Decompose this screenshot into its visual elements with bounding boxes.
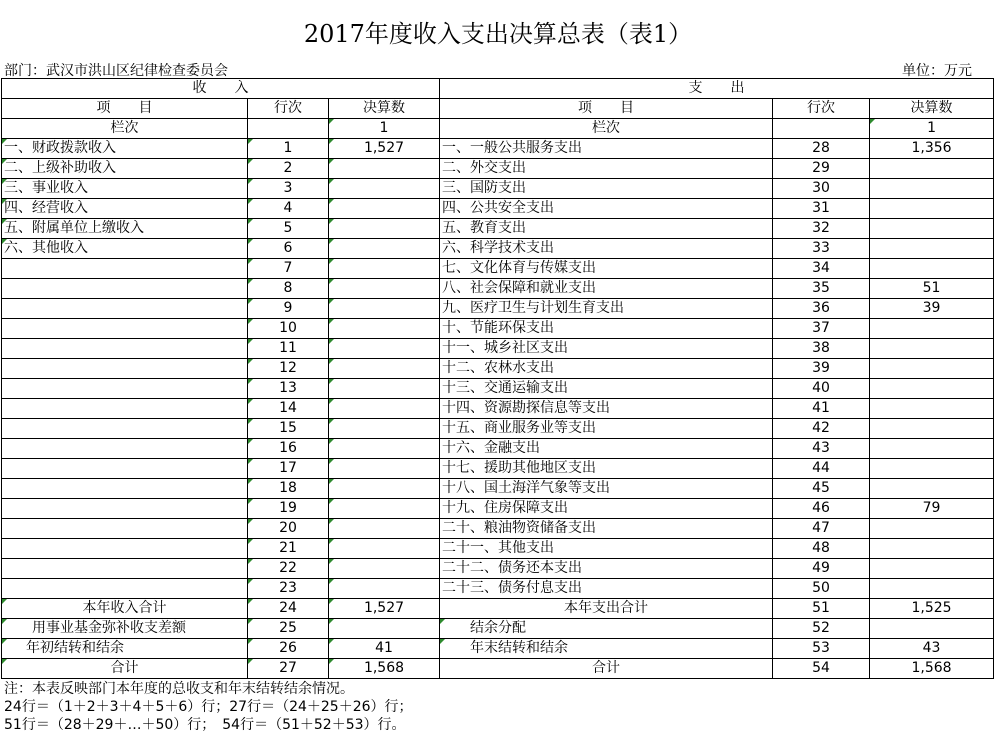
expense-line-no: 47 [773,519,870,539]
expense-line-no: 38 [773,339,870,359]
income-summary-item: 合计 [2,659,248,679]
footnotes [4,680,413,734]
income-summary-item: 本年收入合计 [2,599,248,619]
expense-summary-line-no: 53 [773,639,870,659]
income-item [2,299,248,319]
expense-line-no: 44 [773,459,870,479]
table-row [2,519,994,539]
table-row [2,539,994,559]
income-summary-amount: 1,527 [329,599,440,619]
expense-summary-line-no: 54 [773,659,870,679]
income-summary-item: 年初结转和结余 [2,639,248,659]
table-row [2,319,994,339]
expense-amount [870,379,994,399]
note-line: 51行＝（28＋29＋…＋50）行； 54行＝（51＋52＋53）行。 [4,717,406,733]
income-amount [329,239,440,259]
expense-amount [870,559,994,579]
income-line-no: 23 [248,579,329,599]
report-title: 2017年度收入支出决算总表（表1） [303,20,693,48]
expense-amount [870,479,994,499]
income-line-no: 13 [248,379,329,399]
income-line-no: 11 [248,339,329,359]
expense-line-no: 41 [773,399,870,419]
expense-line-no: 42 [773,419,870,439]
income-amount [329,359,440,379]
income-item: 二、上级补助收入 [2,159,248,179]
expense-item-header: 项 目 [440,99,773,119]
expense-item: 十九、住房保障支出 [440,499,773,519]
expense-amount [870,219,994,239]
expense-item: 十六、金融支出 [440,439,773,459]
income-item [2,339,248,359]
income-summary-amount: 41 [329,639,440,659]
expense-amount: 39 [870,299,994,319]
income-amount [329,339,440,359]
expense-summary-line-no: 51 [773,599,870,619]
income-line-no: 3 [248,179,329,199]
table-row [2,139,994,159]
income-line-no: 16 [248,439,329,459]
income-item: 五、附属单位上缴收入 [2,219,248,239]
summary-row [2,599,994,619]
income-item [2,259,248,279]
income-amount [329,299,440,319]
income-item [2,439,248,459]
income-line-no: 9 [248,299,329,319]
expense-amount: 79 [870,499,994,519]
expense-item: 十一、城乡社区支出 [440,339,773,359]
expense-item: 十八、国土海洋气象等支出 [440,479,773,499]
income-item [2,279,248,299]
income-line-no: 17 [248,459,329,479]
income-line-no: 14 [248,399,329,419]
expense-amount [870,399,994,419]
income-amount [329,319,440,339]
expense-amount [870,519,994,539]
expense-item: 六、科学技术支出 [440,239,773,259]
income-summary-line-no: 26 [248,639,329,659]
income-line-no: 8 [248,279,329,299]
expense-amount-header: 决算数 [870,99,994,119]
expense-item: 二、外交支出 [440,159,773,179]
income-line-header: 行次 [248,99,329,119]
table-row [2,199,994,219]
expense-amount [870,259,994,279]
income-amount [329,559,440,579]
income-item [2,579,248,599]
expense-line-no: 28 [773,139,870,159]
expense-line-no: 35 [773,279,870,299]
expense-item: 二十二、债务还本支出 [440,559,773,579]
income-item: 六、其他收入 [2,239,248,259]
income-summary-amount: 1,568 [329,659,440,679]
expense-amount [870,579,994,599]
income-summary-line-no: 27 [248,659,329,679]
income-item: 四、经营收入 [2,199,248,219]
table-row [2,259,994,279]
expense-summary-item: 年末结转和结余 [440,639,773,659]
income-col-no: 1 [329,119,440,139]
expense-summary-item: 结余分配 [440,619,773,639]
expense-line-no: 37 [773,319,870,339]
expense-col-blank [773,119,870,139]
income-item [2,559,248,579]
table-row [2,279,994,299]
expense-amount: 51 [870,279,994,299]
expense-amount [870,339,994,359]
table-row [2,399,994,419]
expense-item: 九、医疗卫生与计划生育支出 [440,299,773,319]
income-line-no: 22 [248,559,329,579]
table-row [2,579,994,599]
income-col-label: 栏次 [2,119,248,139]
expense-amount [870,359,994,379]
expense-line-no: 50 [773,579,870,599]
expense-amount [870,159,994,179]
expense-line-no: 34 [773,259,870,279]
expense-header: 支 出 [440,79,994,99]
income-line-no: 19 [248,499,329,519]
income-amount [329,479,440,499]
expense-item: 十五、商业服务业等支出 [440,419,773,439]
expense-line-no: 40 [773,379,870,399]
income-line-no: 1 [248,139,329,159]
income-header: 收 入 [2,79,440,99]
expense-line-no: 49 [773,559,870,579]
income-item-header: 项 目 [2,99,248,119]
income-line-no: 7 [248,259,329,279]
expense-item: 三、国防支出 [440,179,773,199]
expense-summary-item: 合计 [440,659,773,679]
income-summary-amount [329,619,440,639]
income-line-no: 15 [248,419,329,439]
income-item [2,459,248,479]
unit-label: 单位：万元 [902,63,972,79]
income-item [2,319,248,339]
summary-row [2,639,994,659]
expense-item: 八、社会保障和就业支出 [440,279,773,299]
expense-item: 十七、援助其他地区支出 [440,459,773,479]
expense-item: 二十三、债务付息支出 [440,579,773,599]
table-row [2,419,994,439]
expense-item: 十三、交通运输支出 [440,379,773,399]
income-amount [329,279,440,299]
expense-line-header: 行次 [773,99,870,119]
header-row-2 [2,99,994,119]
income-item [2,359,248,379]
expense-amount [870,319,994,339]
income-item [2,499,248,519]
income-col-blank [248,119,329,139]
income-line-no: 4 [248,199,329,219]
expense-item: 五、教育支出 [440,219,773,239]
expense-item: 十四、资源勘探信息等支出 [440,399,773,419]
table-row [2,459,994,479]
table-row [2,179,994,199]
income-amount [329,539,440,559]
income-summary-line-no: 24 [248,599,329,619]
header-row-1 [2,79,994,99]
income-amount [329,179,440,199]
expense-summary-item: 本年支出合计 [440,599,773,619]
income-line-no: 18 [248,479,329,499]
expense-line-no: 36 [773,299,870,319]
income-item [2,379,248,399]
table-row [2,499,994,519]
table-row [2,299,994,319]
income-amount [329,579,440,599]
expense-line-no: 48 [773,539,870,559]
income-amount [329,439,440,459]
expense-col-no: 1 [870,119,994,139]
income-item [2,519,248,539]
expense-summary-amount: 1,525 [870,599,994,619]
expense-summary-amount: 43 [870,639,994,659]
expense-line-no: 32 [773,219,870,239]
expense-col-label: 栏次 [440,119,773,139]
income-amount-header: 决算数 [329,99,440,119]
budget-table [1,78,994,679]
table-row [2,559,994,579]
table-row [2,479,994,499]
expense-item: 二十一、其他支出 [440,539,773,559]
expense-item: 十二、农林水支出 [440,359,773,379]
income-item [2,479,248,499]
income-summary-line-no: 25 [248,619,329,639]
income-amount [329,499,440,519]
expense-amount: 1,356 [870,139,994,159]
expense-line-no: 33 [773,239,870,259]
note-line: 24行＝（1＋2＋3＋4＋5＋6）行；27行＝（24＋25＋26）行； [4,699,413,715]
income-amount [329,219,440,239]
expense-amount [870,239,994,259]
income-line-no: 21 [248,539,329,559]
expense-amount [870,459,994,479]
column-number-row [2,119,994,139]
summary-row [2,619,994,639]
table-row [2,219,994,239]
income-amount [329,419,440,439]
expense-amount [870,419,994,439]
income-line-no: 6 [248,239,329,259]
note-line: 注：本表反映部门本年度的总收支和年末结转结余情况。 [4,681,354,697]
expense-summary-line-no: 52 [773,619,870,639]
expense-item: 二十、粮油物资储备支出 [440,519,773,539]
expense-summary-amount: 1,568 [870,659,994,679]
department-label: 部门：武汉市洪山区纪律检查委员会 [4,63,228,79]
expense-amount [870,439,994,459]
income-amount [329,199,440,219]
expense-summary-amount [870,619,994,639]
expense-amount [870,179,994,199]
expense-item: 七、文化体育与传媒支出 [440,259,773,279]
summary-row [2,659,994,679]
income-summary-item: 用事业基金弥补收支差额 [2,619,248,639]
expense-line-no: 46 [773,499,870,519]
income-line-no: 5 [248,219,329,239]
table-row [2,439,994,459]
expense-line-no: 29 [773,159,870,179]
expense-line-no: 30 [773,179,870,199]
table-row [2,379,994,399]
income-line-no: 2 [248,159,329,179]
table-row [2,339,994,359]
income-line-no: 20 [248,519,329,539]
income-item [2,539,248,559]
income-amount [329,379,440,399]
expense-line-no: 39 [773,359,870,379]
income-amount: 1,527 [329,139,440,159]
table-row [2,359,994,379]
income-item [2,399,248,419]
income-line-no: 10 [248,319,329,339]
income-item [2,419,248,439]
income-amount [329,519,440,539]
expense-amount [870,199,994,219]
income-amount [329,459,440,479]
income-amount [329,159,440,179]
table-row [2,239,994,259]
expense-amount [870,539,994,559]
expense-item: 一、一般公共服务支出 [440,139,773,159]
expense-item: 十、节能环保支出 [440,319,773,339]
expense-line-no: 31 [773,199,870,219]
expense-line-no: 43 [773,439,870,459]
expense-item: 四、公共安全支出 [440,199,773,219]
income-line-no: 12 [248,359,329,379]
income-amount [329,259,440,279]
income-amount [329,399,440,419]
income-item: 三、事业收入 [2,179,248,199]
table-row [2,159,994,179]
income-item: 一、财政拨款收入 [2,139,248,159]
expense-line-no: 45 [773,479,870,499]
